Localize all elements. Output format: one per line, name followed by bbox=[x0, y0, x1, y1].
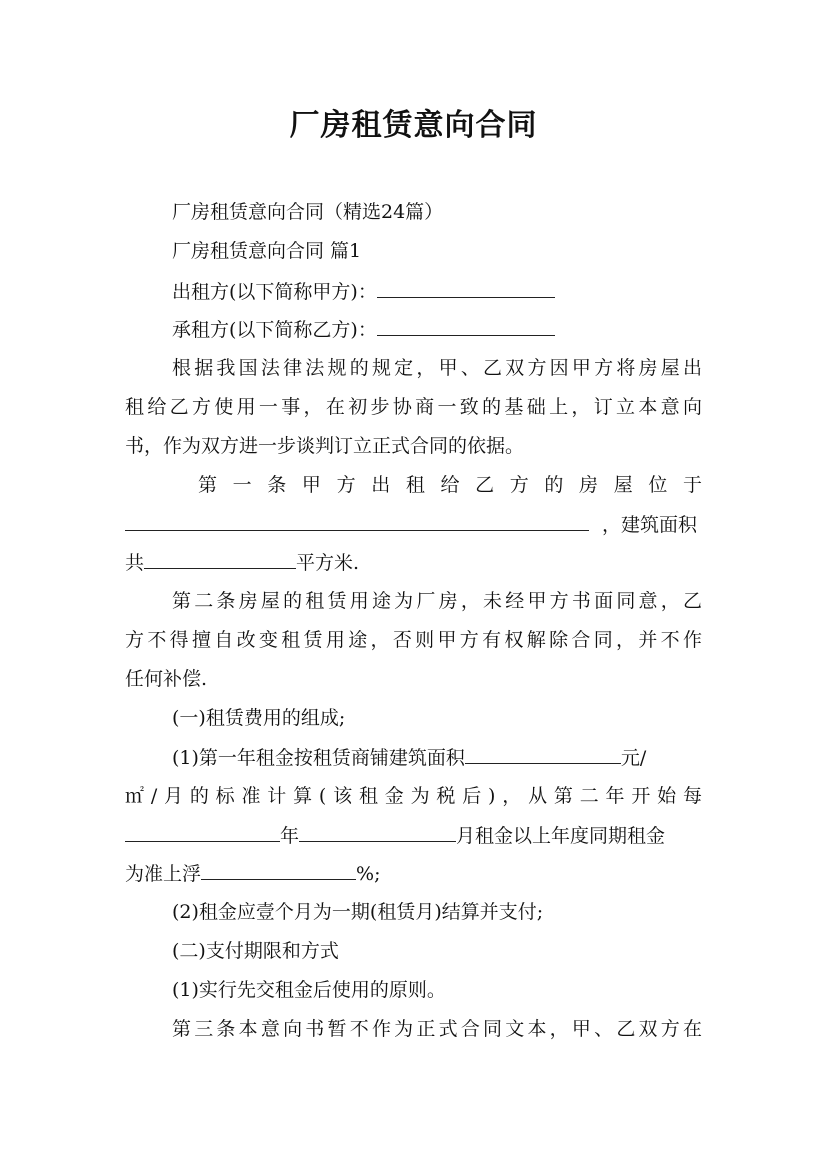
lessee-label: 承租方(以下简称乙方)： bbox=[172, 319, 377, 341]
blank-field bbox=[144, 550, 296, 569]
text-fragment: 年 bbox=[280, 825, 300, 847]
paragraph-line: (一)租赁费用的组成; bbox=[172, 707, 346, 729]
lessor-label: 出租方(以下简称甲方)： bbox=[172, 281, 377, 303]
text-fragment: (1)第一年租金按租赁商铺建筑面积 bbox=[172, 747, 465, 769]
blank-field bbox=[299, 823, 456, 842]
blank-field bbox=[125, 512, 589, 531]
text-fragment: 为准上浮 bbox=[125, 863, 202, 885]
blank-field bbox=[377, 279, 555, 298]
text-fragment: 月租金以上年度同期租金 bbox=[456, 825, 666, 847]
rent-line bbox=[172, 745, 702, 770]
location-line bbox=[125, 512, 702, 537]
paragraph-line: (2)租金应壹个月为一期(租赁月)结算并支付; bbox=[172, 901, 544, 923]
area-label: ，建筑面积 bbox=[601, 514, 697, 536]
paragraph-line: 任何补偿. bbox=[125, 668, 208, 690]
paragraph-line: 第二条房屋的租赁用途为厂房，未经甲方书面同意，乙 bbox=[172, 590, 702, 612]
lessee-line bbox=[172, 317, 702, 342]
blank-field bbox=[201, 861, 356, 880]
lessor-line bbox=[172, 279, 702, 304]
text-fragment: 共 bbox=[125, 552, 145, 574]
increase-line bbox=[125, 823, 702, 848]
paragraph-line: 根据我国法律法规的规定，甲、乙双方因甲方将房屋出 bbox=[172, 357, 702, 379]
paragraph-line: 厂房租赁意向合同 篇1 bbox=[172, 240, 362, 262]
paragraph-line: 第一条甲方出租给乙方的房屋位于 bbox=[198, 474, 702, 496]
blank-field bbox=[465, 745, 621, 764]
blank-field bbox=[125, 823, 280, 842]
text-fragment: 平方米. bbox=[296, 552, 360, 574]
paragraph-line: ㎡/月的标准计算(该租金为税后)，从第二年开始每 bbox=[125, 785, 702, 807]
document-title: 厂房租赁意向合同 bbox=[289, 108, 538, 143]
percent-line bbox=[125, 861, 702, 886]
blank-field bbox=[377, 317, 555, 336]
text-fragment: %; bbox=[356, 863, 381, 885]
paragraph-line: (1)实行先交租金后使用的原则。 bbox=[172, 979, 446, 1001]
area-line bbox=[125, 550, 702, 575]
text-fragment: 元/ bbox=[620, 747, 647, 769]
paragraph-line: (二)支付期限和方式 bbox=[172, 940, 339, 962]
paragraph-line: 第三条本意向书暂不作为正式合同文本，甲、乙双方在 bbox=[172, 1018, 702, 1040]
paragraph-line: 租给乙方使用一事，在初步协商一致的基础上，订立本意向 bbox=[125, 396, 702, 418]
paragraph-line: 书，作为双方进一步谈判订立正式合同的依据。 bbox=[125, 435, 525, 457]
paragraph-line: 厂房租赁意向合同（精选24篇） bbox=[172, 201, 444, 223]
paragraph-line: 方不得擅自改变租赁用途，否则甲方有权解除合同，并不作 bbox=[125, 629, 702, 651]
